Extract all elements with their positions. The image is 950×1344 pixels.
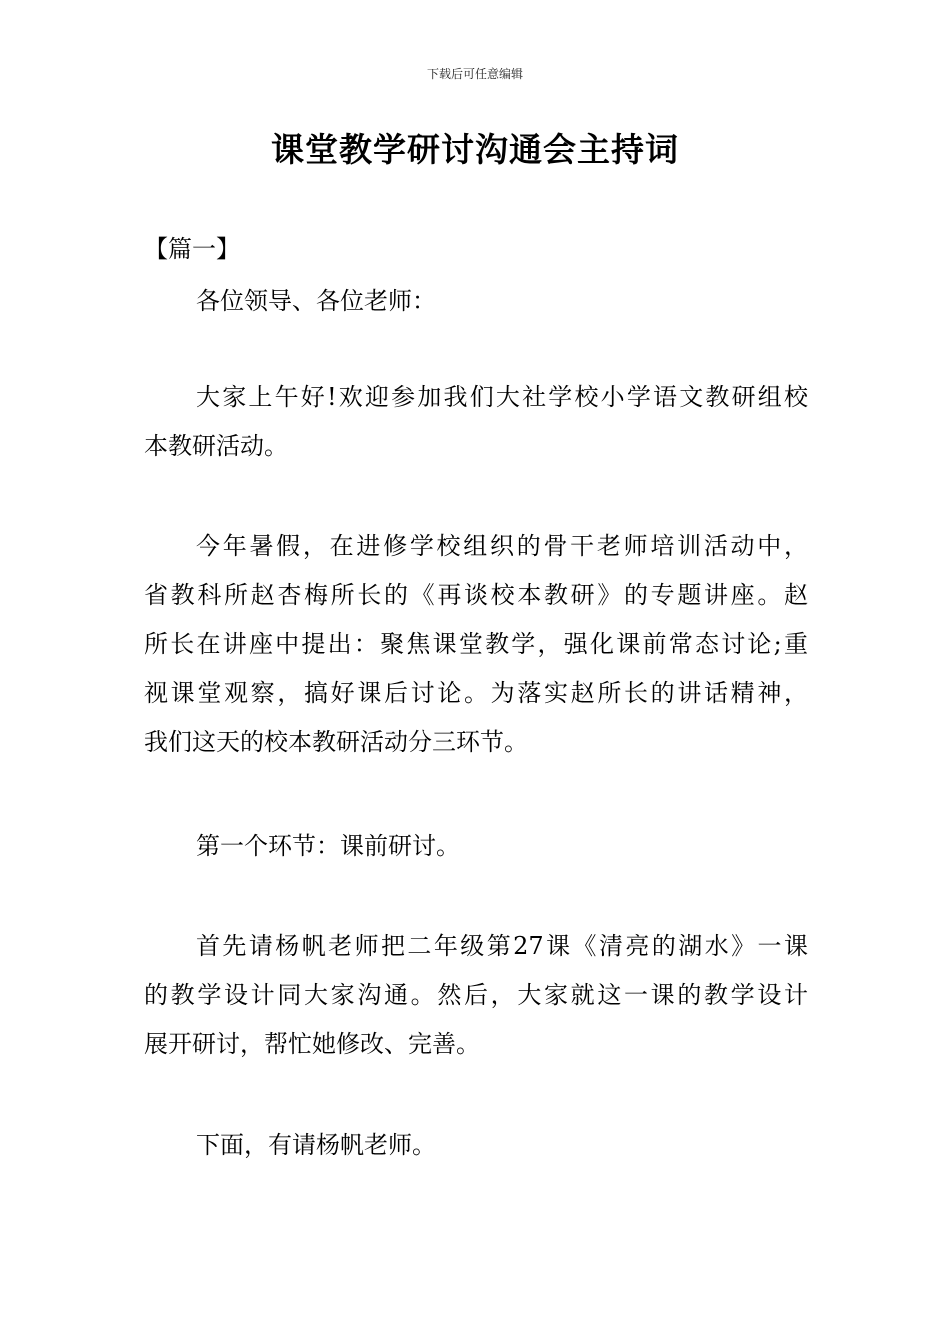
paragraph-step-one <box>144 822 808 871</box>
paragraph-line: 首先请杨帆老师把二年级第27课《清亮的湖水》一课 <box>196 932 808 960</box>
paragraph-welcome <box>144 373 808 471</box>
section-label: 【篇一】 <box>144 235 240 263</box>
header-note: 下载后可任意编辑 <box>426 67 523 81</box>
paragraph-greeting <box>144 277 808 326</box>
paragraph-line: 的教学设计同大家沟通。然后，大家就这一课的教学设计 <box>144 981 808 1009</box>
paragraph-invite <box>144 1121 808 1170</box>
document-title: 课堂教学研讨沟通会主持词 <box>271 130 679 169</box>
paragraph-line: 所长在讲座中提出：聚焦课堂教学，强化课前常态讨论;重 <box>144 630 808 658</box>
paragraph-instructions <box>144 922 808 1069</box>
paragraph-line: 视课堂观察，搞好课后讨论。为落实赵所长的讲话精神， <box>144 679 808 707</box>
paragraph-line: 大家上午好!欢迎参加我们大社学校小学语文教研组校 <box>196 383 808 411</box>
paragraph-line: 本教研活动。 <box>144 432 288 460</box>
paragraph-line: 下面，有请杨帆老师。 <box>196 1131 436 1159</box>
paragraph-line: 各位领导、各位老师： <box>196 287 436 315</box>
paragraph-background <box>144 522 808 767</box>
paragraph-line: 我们这天的校本教研活动分三环节。 <box>144 728 528 756</box>
paragraph-line: 展开研讨，帮忙她修改、完善。 <box>144 1030 480 1058</box>
paragraph-line: 今年暑假，在进修学校组织的骨干老师培训活动中， <box>196 532 808 560</box>
paragraph-line: 第一个环节：课前研讨。 <box>196 832 460 860</box>
paragraph-line: 省教科所赵杏梅所长的《再谈校本教研》的专题讲座。赵 <box>144 581 808 609</box>
